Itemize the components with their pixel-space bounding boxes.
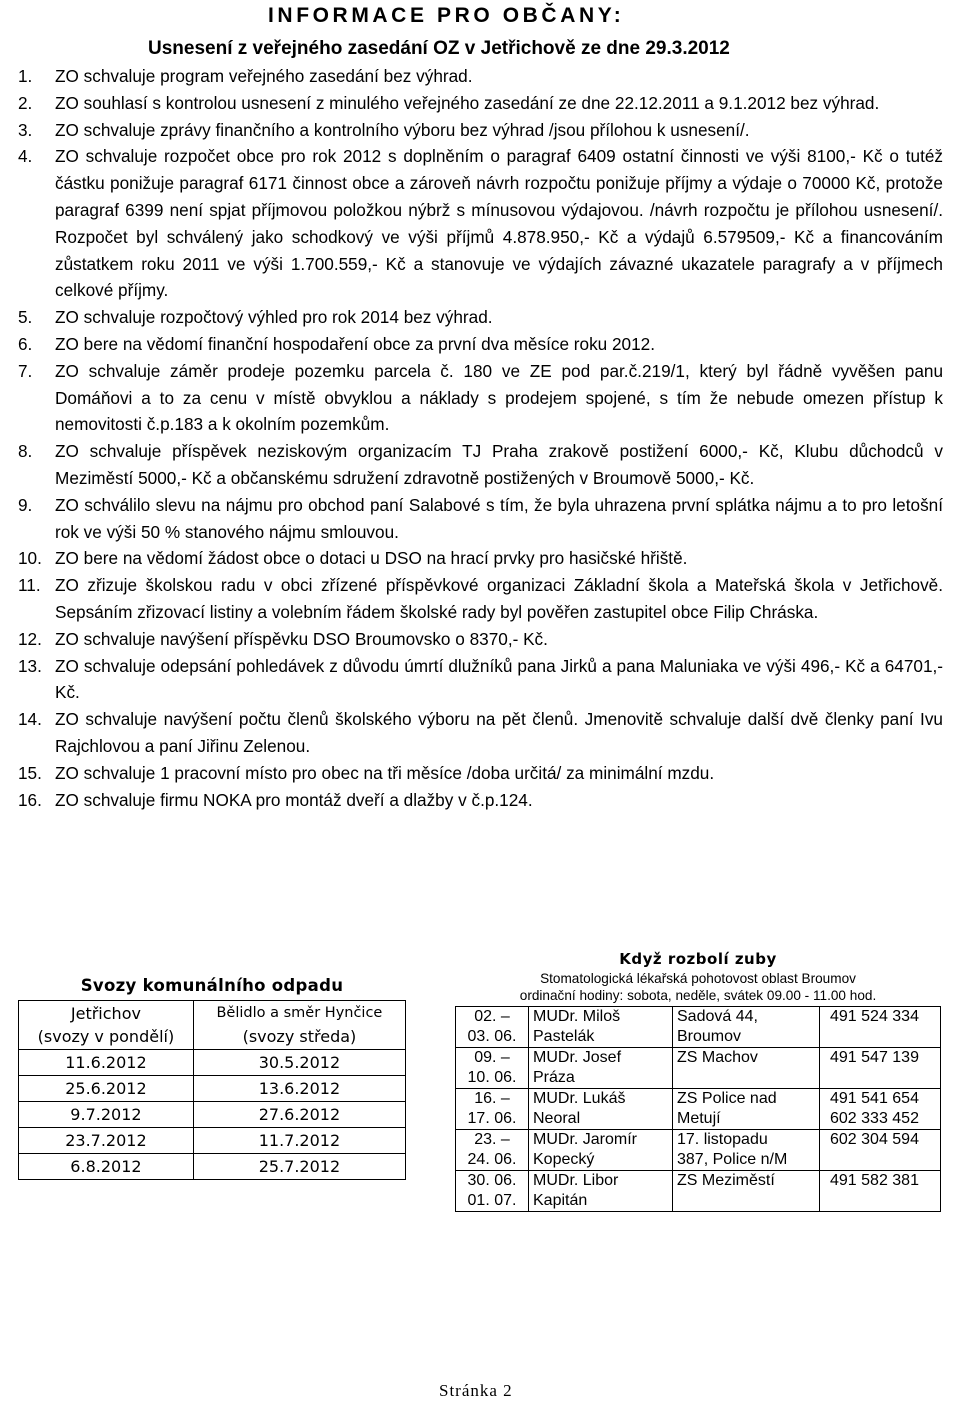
resolution-text: ZO schvaluje zprávy finančního a kontrolního výboru bez výhrad /jsou přílohou k usnesení/. [55, 119, 750, 140]
resolution-number: 4. [18, 146, 33, 167]
waste-date-belidlo: 13.6.2012 [193, 1076, 405, 1102]
resolution-item [18, 706, 943, 760]
table-row [456, 1007, 941, 1048]
resolution-text: ZO schvaluje 1 pracovní místo pro obec na tři měsíce /doba určitá/ za minimální mzdu. [55, 762, 715, 783]
resolution-text: ZO schvaluje firmu NOKA pro montáž dveří a dlažby v č.p.124. [55, 789, 533, 810]
resolution-item [18, 492, 943, 546]
resolution-number: 9. [18, 494, 33, 515]
dental-place: ZS Police nad Metují [673, 1089, 820, 1130]
dental-phone: 491 524 334 [820, 1007, 941, 1048]
resolution-number: 5. [18, 307, 33, 328]
resolution-number: 11. [18, 575, 41, 596]
resolution-number: 7. [18, 360, 33, 381]
dental-place: ZS Machov [673, 1048, 820, 1089]
dental-hours: ordinační hodiny: sobota, neděle, svátek 09.00 - 11.00 hod. [519, 988, 877, 1003]
waste-date-jetrichov: 25.6.2012 [19, 1076, 194, 1102]
dental-doctor: MUDr. Miloš Pastelák [529, 1007, 673, 1048]
page-number: Stránka 2 [439, 1381, 513, 1400]
resolution-text: ZO bere na vědomí žádost obce o dotaci u DSO na hrací prvky pro hasičské hřiště. [55, 548, 688, 569]
resolution-item [18, 63, 943, 90]
waste-date-jetrichov: 23.7.2012 [19, 1128, 194, 1154]
dental-phone: 491 541 654 602 333 452 [820, 1089, 941, 1130]
dental-date: 16. – 17. 06. [456, 1089, 529, 1130]
dental-place: 17. listopadu 387, Police n/M [673, 1130, 820, 1171]
waste-header-belidlo: Bělidlo a směr Hynčice (svozy středa) [193, 1001, 405, 1050]
waste-collection-section [18, 975, 406, 1180]
dental-place: Sadová 44, Broumov [673, 1007, 820, 1048]
waste-date-jetrichov: 9.7.2012 [19, 1102, 194, 1128]
table-row [456, 1171, 941, 1212]
dental-subtitle: Stomatologická lékařská pohotovost oblast Broumov [540, 971, 856, 986]
page-title: INFORMACE PRO OBČANY: [268, 4, 625, 27]
waste-collection-table [18, 1000, 406, 1180]
resolution-text: ZO schvaluje rozpočtový výhled pro rok 2014 bez výhrad. [55, 307, 493, 328]
table-row [456, 1089, 941, 1130]
resolution-number: 16. [18, 789, 42, 810]
dental-phone: 491 582 381 [820, 1171, 941, 1212]
dental-doctor: MUDr. Josef Práza [529, 1048, 673, 1089]
table-row [19, 1076, 406, 1102]
resolution-number: 15. [18, 762, 42, 783]
resolution-number: 12. [18, 628, 42, 649]
resolution-text: ZO schvaluje rozpočet obce pro rok 2012 s doplněním o paragraf 6409 ostatní činnosti ve výši 8100,- Kč o tutéž částku ponižuje paragraf 6171 činnost obce a zároveň návrh rozpočtu ponižuje příjmy a výdaje o 70000 Kč, protože paragraf 6399 není spjat příjmovou položkou nýbrž s mínusovou výdajovou. /návrh rozpočtu je přílohou usnesení/. Rozpočet byl schválený jako schodkový ve výši příjmů 4.878.950,- Kč a výdajů 6.579509,- Kč a financováním zůstatkem roku 2011 ve výši 1.700.559,- Kč a stanovuje ve výdajích závazné ukazatele paragrafy a v příjmech celkové příjmy. [55, 146, 943, 301]
waste-collection-title: Svozy komunálního odpadu [80, 976, 344, 995]
waste-date-belidlo: 27.6.2012 [193, 1102, 405, 1128]
resolution-number: 13. [18, 655, 42, 676]
resolution-item [18, 760, 943, 787]
dental-phone: 491 547 139 [820, 1048, 941, 1089]
resolution-item [18, 545, 943, 572]
resolution-text: ZO zřizuje školskou radu v obci zřízené příspěvkové organizaci Základní škola a Mateřská škola v Jetřichově. Sepsáním zřizovací listiny a volebním řádem školské rady byl pověřen zastupitel obce Filip Chráska. [55, 575, 943, 622]
resolution-text: ZO schvaluje příspěvek neziskovým organizacím TJ Praha zrakově postižení 6000,- Kč, Klubu důchodců v Meziměstí 5000,- Kč a občanskému sdružení zdravotně postižených v Broumově 5000,- Kč. [55, 441, 943, 488]
table-row [19, 1050, 406, 1076]
resolution-item [18, 626, 943, 653]
waste-date-belidlo: 30.5.2012 [193, 1050, 405, 1076]
resolution-text: ZO schvaluje program veřejného zasedání bez výhrad. [55, 66, 473, 86]
waste-date-belidlo: 25.7.2012 [193, 1154, 405, 1180]
resolution-item [18, 117, 943, 144]
waste-table-header [19, 1001, 406, 1050]
resolution-text: ZO bere na vědomí finanční hospodaření obce za první dva měsíce roku 2012. [55, 333, 656, 354]
table-row [19, 1102, 406, 1128]
resolution-list [18, 63, 943, 813]
resolution-text: ZO schvaluje odepsání pohledávek z důvodu úmrtí dlužníků pana Jirků a pana Maluniaka ve výši 496,- Kč a 64701,- Kč. [55, 655, 943, 703]
resolution-item [18, 304, 943, 331]
resolution-item [18, 653, 943, 707]
dental-date: 09. – 10. 06. [456, 1048, 529, 1089]
resolution-text: ZO schvaluje navýšení počtu členů školského výboru na pět členů. Jmenovitě schvaluje další dvě členky paní Ivu Rajchlovou a paní Jiřinu Zelenou. [55, 709, 943, 756]
resolution-number: 6. [18, 333, 33, 354]
dental-date: 23. – 24. 06. [456, 1130, 529, 1171]
resolution-text: ZO schválilo slevu na nájmu pro obchod paní Salabové s tím, že byla uhrazena první splátka nájmu a to pro letošní rok ve výši 50 % stanového nájmu smlouvou. [55, 494, 943, 542]
dental-title: Když rozbolí zuby [619, 950, 777, 968]
table-row [19, 1154, 406, 1180]
resolution-item [18, 572, 943, 626]
waste-header-jetrichov: Jetřichov (svozy v pondělí) [19, 1001, 194, 1050]
dental-doctor: MUDr. Lukáš Neoral [529, 1089, 673, 1130]
resolution-number: 10. [18, 548, 42, 569]
dental-emergency-section [455, 948, 941, 1212]
waste-date-belidlo: 11.7.2012 [193, 1128, 405, 1154]
dental-date: 02. – 03. 06. [456, 1007, 529, 1048]
table-row [19, 1128, 406, 1154]
resolution-text: ZO souhlasí s kontrolou usnesení z minulého veřejného zasedání ze dne 22.12.2011 a 9.1.2012 bez výhrad. [55, 92, 880, 113]
page-subtitle: Usnesení z veřejného zasedání OZ v Jetřichově ze dne 29.3.2012 [148, 38, 730, 59]
resolution-item [18, 143, 943, 304]
resolution-number: 3. [18, 119, 33, 140]
resolution-number: 14. [18, 709, 42, 730]
resolution-text: ZO schvaluje navýšení příspěvku DSO Broumovsko o 8370,- Kč. [55, 628, 548, 649]
dental-table [455, 1006, 941, 1212]
resolution-item [18, 331, 943, 358]
resolution-number: 8. [18, 441, 33, 462]
resolution-text: ZO schvaluje záměr prodeje pozemku parcela č. 180 ve ZE pod par.č.219/1, který byl řádně vyvěšen panu Domáňovi a to za cenu v místě obvyklou a náklady s prodejem spojené, s tím že nebude omezen přístup k nemovitosti č.p.183 a k okolním pozemkům. [55, 360, 943, 435]
dental-doctor: MUDr. Libor Kapitán [529, 1171, 673, 1212]
dental-doctor: MUDr. Jaromír Kopecký [529, 1130, 673, 1171]
resolution-item [18, 358, 943, 438]
table-row [456, 1130, 941, 1171]
resolution-item [18, 787, 943, 814]
waste-date-jetrichov: 11.6.2012 [19, 1050, 194, 1076]
resolution-item [18, 438, 943, 492]
resolution-item [18, 90, 943, 117]
resolution-number: 2. [18, 92, 33, 113]
table-row [456, 1048, 941, 1089]
dental-phone: 602 304 594 [820, 1130, 941, 1171]
waste-date-jetrichov: 6.8.2012 [19, 1154, 194, 1180]
resolution-number: 1. [18, 66, 33, 86]
dental-date: 30. 06. 01. 07. [456, 1171, 529, 1212]
dental-place: ZS Meziměstí [673, 1171, 820, 1212]
